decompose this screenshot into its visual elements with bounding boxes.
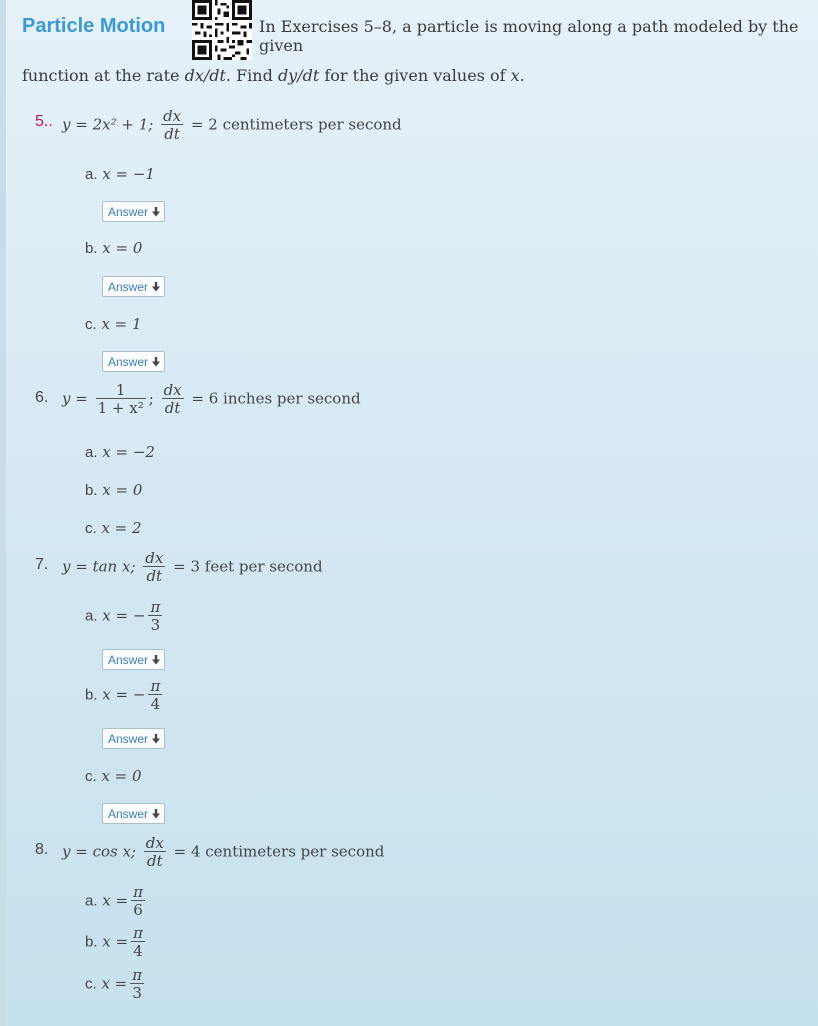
rate-fraction [162,382,184,417]
rate-denominator: dt [143,566,165,585]
part-letter: b. [85,482,98,499]
part-item [85,443,155,461]
part-letter: a. [85,892,98,910]
exercise-function [62,835,384,870]
part-letter: b. [85,240,98,257]
part-letter: a. [85,166,98,183]
part-item [85,767,142,785]
part-value-prefix: x = [101,974,128,993]
part-letter: b. [85,686,98,704]
fraction-numerator: π [150,677,161,695]
intro-var: x [510,66,520,85]
part-item [85,315,142,333]
exercise-function [62,108,402,143]
arrow-down-icon [152,357,160,367]
exercise-number: 8. [35,841,49,858]
rate-fraction [161,108,183,143]
function-denominator: 1 + x² [97,399,144,417]
part-fraction [148,599,162,634]
part-value-prefix: x = − [102,606,146,625]
arrow-down-icon [152,655,160,665]
rate-value: = 4 centimeters per second [173,842,385,861]
part-item [85,678,165,713]
part-item [85,519,142,537]
intro-text: for the given values of [319,66,511,85]
part-item [85,239,142,257]
function-fraction [96,382,146,417]
answer-button[interactable] [102,276,165,297]
function-expr: y = 2x² + 1; [62,115,154,134]
intro-text: function at the rate [22,66,185,85]
fraction-numerator: π [133,883,143,901]
answer-button[interactable] [102,803,165,824]
rate-denominator: dt [144,851,166,870]
part-item [85,925,148,960]
rate-fraction [143,550,165,585]
arrow-down-icon [152,734,160,744]
exercise-number: 5.. [35,113,53,130]
answer-label: Answer [108,652,149,667]
answer-label: Answer [108,279,149,294]
part-value: x = 1 [101,315,142,333]
rate-value: = 2 centimeters per second [190,115,402,134]
part-letter: c. [85,316,97,333]
fraction-denominator: 4 [131,941,145,960]
part-item [85,599,165,634]
part-item [85,481,142,499]
part-fraction [131,884,145,919]
answer-label: Answer [108,806,149,821]
fraction-denominator: 3 [130,983,144,1002]
part-letter: c. [85,768,97,785]
part-value-prefix: x = [102,891,129,910]
fraction-numerator: π [150,598,161,616]
intro-text-line1: In Exercises 5–8, a particle is moving along a path modeled by the given [259,17,799,55]
rate-numerator: dx [163,381,182,399]
intro-text-line2 [22,66,525,85]
qr-code-icon [191,0,253,60]
function-expr: y = cos x; [62,842,136,861]
part-item [85,165,155,183]
rate-denominator: dt [161,124,183,143]
answer-button[interactable] [102,728,165,749]
answer-button[interactable] [102,649,165,670]
part-item [85,884,148,919]
arrow-down-icon [152,809,160,819]
part-letter: c. [85,975,97,993]
part-value-prefix: x = [102,932,129,951]
function-numerator: 1 [115,381,126,399]
rate-value: = 6 inches per second [191,389,361,408]
part-value: x = −1 [102,165,155,183]
part-value-prefix: x = − [102,685,146,704]
part-value: x = 0 [102,481,143,499]
section-heading: Particle Motion [22,15,166,37]
rate-fraction [144,835,166,870]
part-fraction [148,678,162,713]
part-item [85,967,147,1002]
fraction-numerator: π [133,924,143,942]
part-value: x = 0 [101,767,142,785]
function-expr: y = tan x; [62,557,136,576]
part-letter: b. [85,933,98,951]
answer-button[interactable] [102,201,165,222]
answer-button[interactable] [102,351,165,372]
part-letter: a. [85,444,98,461]
function-expr: y = [62,389,88,408]
answer-label: Answer [108,731,149,746]
intro-text: . Find [225,66,278,85]
part-value: x = −2 [102,443,155,461]
answer-label: Answer [108,204,149,219]
function-separator: ; [148,389,154,408]
rate-value: = 3 feet per second [173,557,323,576]
fraction-denominator: 4 [148,694,162,713]
fraction-denominator: 3 [148,615,162,634]
left-border [0,0,6,1026]
arrow-down-icon [152,282,160,292]
fraction-denominator: 6 [131,900,145,919]
part-fraction [130,967,144,1002]
rate-numerator: dx [145,549,164,567]
intro-rate: dx/dt [184,66,226,85]
fraction-numerator: π [132,966,143,984]
intro-text: . [519,66,525,85]
exercise-number: 6. [35,389,49,406]
part-value: x = 2 [101,519,142,537]
answer-label: Answer [108,354,149,369]
rate-numerator: dx [163,107,182,125]
part-fraction [131,925,145,960]
part-letter: c. [85,520,97,537]
part-value: x = 0 [102,239,143,257]
part-letter: a. [85,607,98,625]
exercise-function [62,550,323,585]
arrow-down-icon [152,207,160,217]
exercise-function [62,382,361,417]
intro-find: dy/dt [277,66,320,85]
exercise-number: 7. [35,556,49,573]
rate-numerator: dx [145,834,164,852]
rate-denominator: dt [162,398,184,417]
